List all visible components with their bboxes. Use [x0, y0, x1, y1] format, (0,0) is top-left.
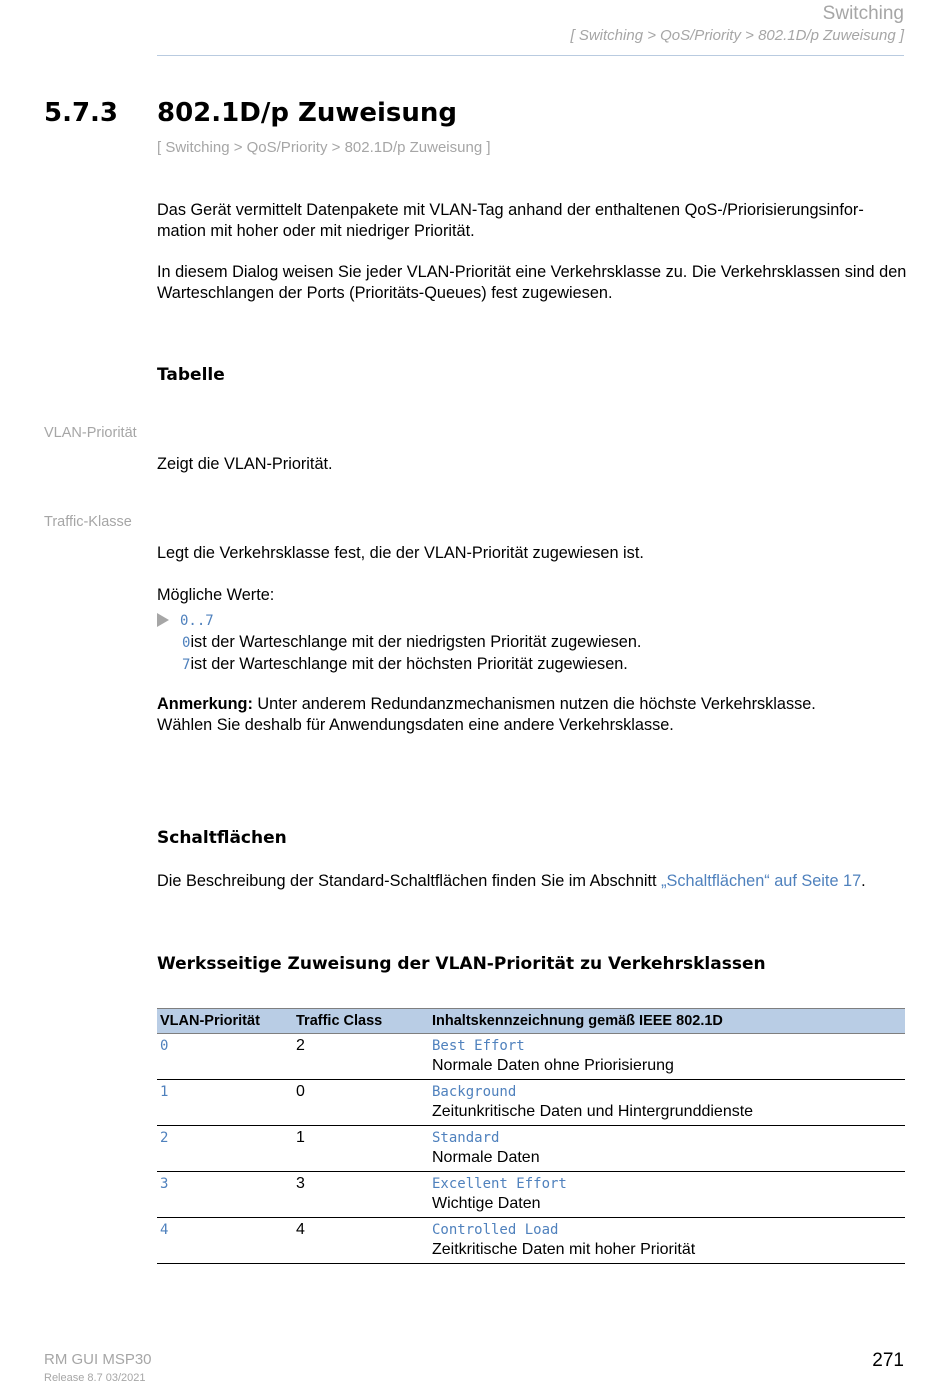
low-value-text: ist der Warteschlange mit der niedrigsten Priorität zugewiesen.	[190, 633, 642, 651]
running-header-breadcrumb: [ Switching > QoS/Priority > 802.1D/p Zuweisung ]	[570, 27, 904, 44]
table-row	[157, 1080, 905, 1126]
buttons-text: Die Beschreibung der Standard-Schaltflächen finden Sie im Abschnitt	[157, 872, 662, 890]
note	[157, 694, 907, 736]
header-divider	[157, 55, 904, 56]
vlan-priority-description: Zeigt die VLAN-Priorität.	[157, 455, 333, 473]
table-header-row	[157, 1009, 905, 1034]
mapping-heading: Werksseitige Zuweisung der VLAN-Priorität zu Verkehrsklassen	[157, 954, 766, 974]
traffic-class-description: Legt die Verkehrsklasse fest, die der VLAN-Priorität zugewiesen ist.	[157, 544, 644, 562]
column-header-traffic-class: Traffic Class	[293, 1009, 429, 1034]
intro-paragraph-1: Das Gerät vermittelt Datenpakete mit VLAN-Tag anhand der enthaltenen QoS-/Priorisierungsinfor-mation mit hoher oder mit niedriger Priorität.	[157, 201, 864, 240]
section-breadcrumb: [ Switching > QoS/Priority > 802.1D/p Zuweisung ]	[157, 139, 491, 156]
section-title: 802.1D/p Zuweisung	[157, 98, 458, 128]
cell-name: Background	[432, 1084, 517, 1100]
cell-class: 2	[293, 1034, 429, 1080]
page-number: 271	[872, 1350, 904, 1371]
cell-class: 1	[293, 1126, 429, 1172]
tabelle-heading: Tabelle	[157, 365, 225, 385]
mapping-table	[157, 1008, 905, 1264]
cell-class: 4	[293, 1218, 429, 1264]
intro-paragraph-2: In diesem Dialog weisen Sie jeder VLAN-Priorität eine Verkehrsklasse zu. Die Verkehrsklassen sind den Warteschlangen der Ports (Prioritäts-Queues) fest zugewiesen.	[157, 263, 907, 302]
list-item-detail	[157, 632, 907, 654]
buttons-text-end: .	[861, 872, 866, 890]
footer-document-name: RM GUI MSP30	[44, 1351, 152, 1368]
table-row	[157, 1034, 905, 1080]
running-header-chapter: Switching	[822, 3, 904, 24]
cell-description: Wichtige Daten	[432, 1195, 541, 1212]
note-text-2: Wählen Sie deshalb für Anwendungsdaten eine andere Verkehrsklasse.	[157, 716, 674, 734]
cell-class: 0	[293, 1080, 429, 1126]
table-row	[157, 1126, 905, 1172]
list-item	[157, 610, 907, 632]
note-label: Anmerkung:	[157, 695, 253, 713]
low-value: 0	[182, 635, 191, 651]
high-value: 7	[182, 657, 191, 673]
cell-priority: 2	[160, 1130, 169, 1146]
cell-priority: 3	[160, 1176, 169, 1192]
buttons-heading: Schaltflächen	[157, 828, 287, 848]
table-row	[157, 1172, 905, 1218]
cell-description: Normale Daten ohne Priorisierung	[432, 1057, 674, 1074]
cell-name: Standard	[432, 1130, 500, 1146]
traffic-class-label: Traffic-Klasse	[44, 514, 132, 530]
high-value-text: ist der Warteschlange mit der höchsten Priorität zugewiesen.	[190, 655, 628, 673]
section-number: 5.7.3	[44, 98, 119, 128]
possible-values-list	[157, 610, 907, 676]
cell-description: Zeitkritische Daten mit hoher Priorität	[432, 1241, 696, 1258]
buttons-page-link[interactable]: „Schaltflächen“ auf Seite 17	[661, 872, 862, 890]
footer-release: Release 8.7 03/2021	[44, 1372, 146, 1384]
vlan-priority-label: VLAN-Priorität	[44, 425, 137, 441]
cell-class: 3	[293, 1172, 429, 1218]
list-item-detail	[157, 654, 907, 676]
column-header-content-label: Inhaltskennzeichnung gemäß IEEE 802.1D	[429, 1009, 905, 1034]
buttons-paragraph	[157, 871, 907, 892]
cell-name: Controlled Load	[432, 1222, 559, 1238]
cell-priority: 1	[160, 1084, 169, 1100]
cell-description: Normale Daten	[432, 1149, 540, 1166]
value-range: 0..7	[180, 613, 214, 629]
cell-name: Best Effort	[432, 1038, 525, 1054]
cell-priority: 4	[160, 1222, 169, 1238]
bullet-arrow-icon	[157, 613, 169, 627]
cell-priority: 0	[160, 1038, 169, 1054]
column-header-vlan-priority: VLAN-Priorität	[157, 1009, 293, 1034]
table-row	[157, 1218, 905, 1264]
note-text: Unter anderem Redundanzmechanismen nutzen die höchste Verkehrsklasse.	[252, 695, 816, 713]
cell-description: Zeitunkritische Daten und Hintergrunddienste	[432, 1103, 754, 1120]
cell-name: Excellent Effort	[432, 1176, 567, 1192]
possible-values-label: Mögliche Werte:	[157, 586, 275, 604]
